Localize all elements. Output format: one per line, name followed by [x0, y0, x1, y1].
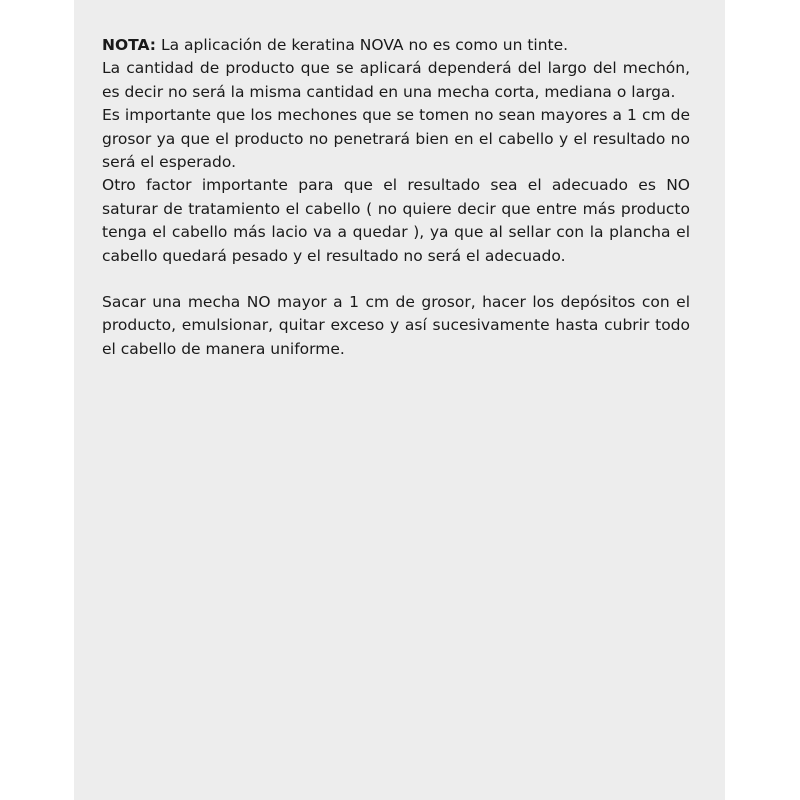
paragraph-saturation-warning: Otro factor importante para que el resultado sea el adecuado es NO saturar de tratamiento el cabello ( no quiere decir que entre más producto tenga el cabello más lacio va a quedar ), ya que al sellar con la plancha el cabello quedará pesado y el resultado no será el adecuado.: [102, 176, 690, 265]
note-label: NOTA:: [102, 36, 157, 54]
document-page: [74, 0, 725, 800]
paragraph-instructions: Sacar una mecha NO mayor a 1 cm de grosor, hacer los depósitos con el producto, emulsionar, quitar exceso y así sucesivamente hasta cubrir todo el cabello de manera uniforme.: [102, 293, 690, 358]
note-paragraph: [102, 34, 690, 57]
paragraph-spacer: [102, 268, 690, 291]
paragraph-product-quantity: La cantidad de producto que se aplicará dependerá del largo del mechón, es decir no será la misma cantidad en una mecha corta, mediana o larga.: [102, 59, 690, 101]
paragraph-strand-thickness: Es importante que los mechones que se tomen no sean mayores a 1 cm de grosor ya que el producto no penetrará bien en el cabello y el resultado no será el esperado.: [102, 106, 690, 172]
document-body: [102, 34, 690, 361]
note-text: La aplicación de keratina NOVA no es como un tinte.: [156, 36, 569, 54]
